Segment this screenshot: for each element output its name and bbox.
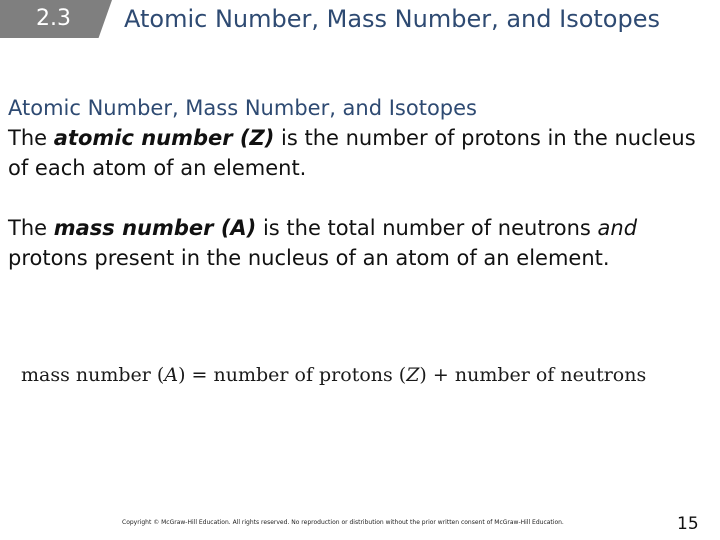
formula-var-z: Z bbox=[406, 364, 420, 386]
atomic-number-definition bbox=[8, 123, 708, 183]
emphasis-and: and bbox=[597, 216, 638, 240]
formula-var-a: A bbox=[164, 364, 179, 386]
formula-lhs: mass number ( bbox=[21, 364, 165, 386]
formula-plus: + bbox=[426, 364, 455, 386]
atomic-number-term: atomic number (Z) bbox=[53, 126, 275, 150]
definition-text: protons present in the nucleus of an atom of an element. bbox=[8, 246, 610, 270]
section-number: 2.3 bbox=[36, 6, 71, 31]
mass-number-definition bbox=[8, 213, 708, 273]
copyright-notice: Copyright © McGraw-Hill Education. All rights reserved. No reproduction or distribution without the prior written consent of McGraw-Hill Education. bbox=[122, 519, 564, 526]
formula-term-neutrons: number of neutrons bbox=[454, 364, 647, 386]
definition-text: The bbox=[8, 126, 54, 150]
definition-text: is the total number of neutrons bbox=[256, 216, 598, 240]
page-number: 15 bbox=[677, 514, 699, 534]
mass-number-term: mass number (A) bbox=[53, 216, 257, 240]
formula-term1-close: ) bbox=[419, 364, 427, 386]
mass-number-formula bbox=[21, 364, 646, 386]
slide-body bbox=[8, 93, 708, 273]
definition-text: The bbox=[8, 216, 54, 240]
definition-text: is the number of protons in the nucleus of each atom of an element. bbox=[8, 126, 696, 180]
slide-subtitle: Atomic Number, Mass Number, and Isotopes bbox=[8, 96, 477, 120]
formula-term-protons: number of protons ( bbox=[213, 364, 407, 386]
header-title: Atomic Number, Mass Number, and Isotopes bbox=[124, 5, 660, 33]
formula-lhs-close: ) bbox=[178, 364, 186, 386]
formula-equals: = bbox=[185, 364, 214, 386]
